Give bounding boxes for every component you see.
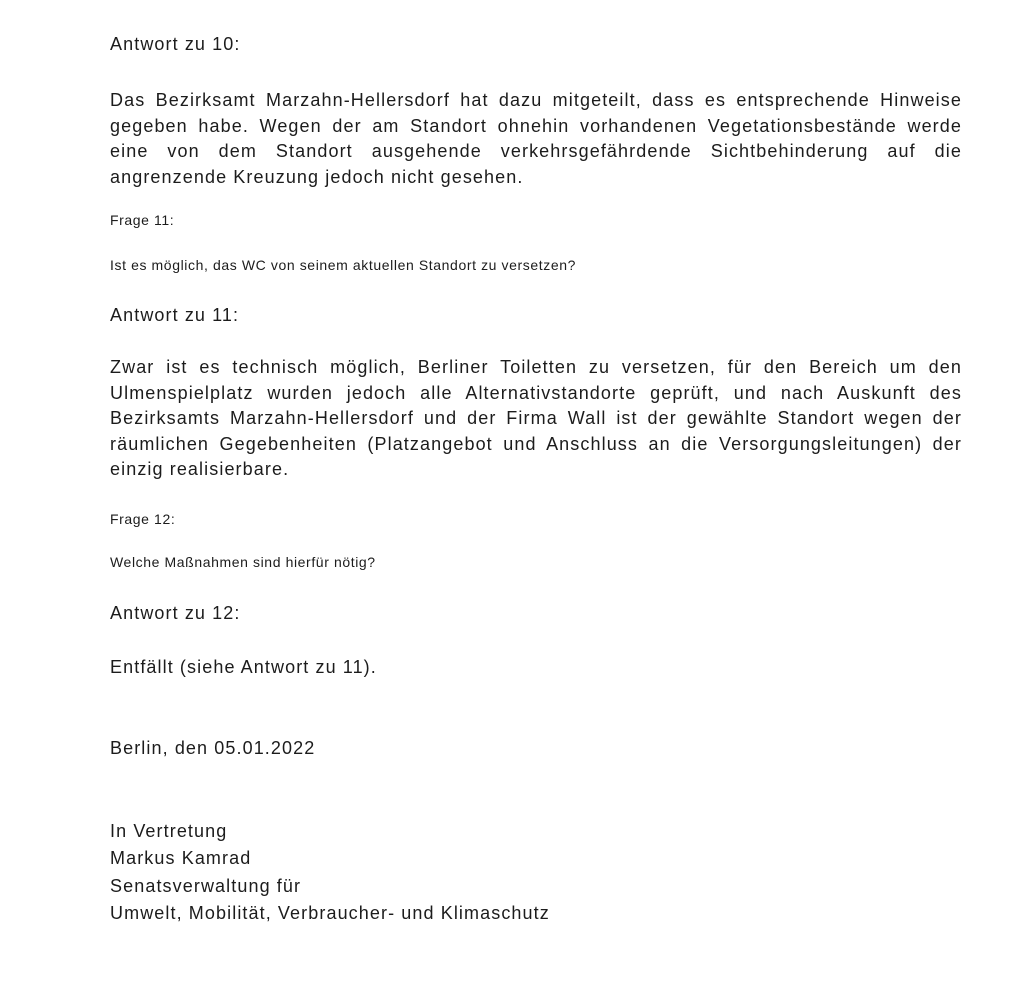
answer-10-heading: Antwort zu 10: [110, 34, 241, 54]
answer-11-heading: Antwort zu 11: [110, 305, 240, 325]
question-12-text: Welche Maßnahmen sind hierfür nötig? [110, 553, 376, 570]
signature-line-authority: Senatsverwaltung für [110, 875, 302, 896]
question-11-text: Ist es möglich, das WC von seinem aktuellen Standort zu versetzen? [110, 257, 577, 273]
answer-10-body: Das Bezirksamt Marzahn-Hellersdorf hat dazu mitgeteilt, dass es entsprechende Hinweise gegeben habe. Wegen der am Standort ohnehin vorhandenen Vegetationsbestände werde eine von dem Standort ausgehende verkehrsgefährdende Sichtbehinderung auf die angrenzende Kreuzung jedoch nicht gesehen. [110, 90, 962, 187]
signature-line-in-vertretung: In Vertretung [110, 820, 228, 841]
signature-line-name: Markus Kamrad [110, 848, 252, 868]
signature-line-department: Umwelt, Mobilität, Verbraucher- und Klimaschutz [110, 903, 550, 923]
answer-11-body: Zwar ist es technisch möglich, Berliner Toiletten zu versetzen, für den Bereich um den Ulmenspielplatz wurden jedoch alle Alternativstandorte geprüft, und nach Auskunft des Bezirksamts Marzahn-Hellersdorf und der Firma Wall ist der gewählte Standort wegen der räumlichen Gegebenheiten (Platzangebot und Anschluss an die Versorgungsleitungen) der einzig realisierbare. [110, 357, 962, 479]
signature-block [110, 818, 962, 928]
question-11-label: Frage 11: [110, 212, 175, 228]
answer-12-heading: Antwort zu 12: [110, 602, 241, 623]
date-line: Berlin, den 05.01.2022 [110, 738, 316, 758]
question-12-label: Frage 12: [110, 510, 176, 527]
answer-12-body: Entfällt (siehe Antwort zu 11). [110, 656, 377, 677]
